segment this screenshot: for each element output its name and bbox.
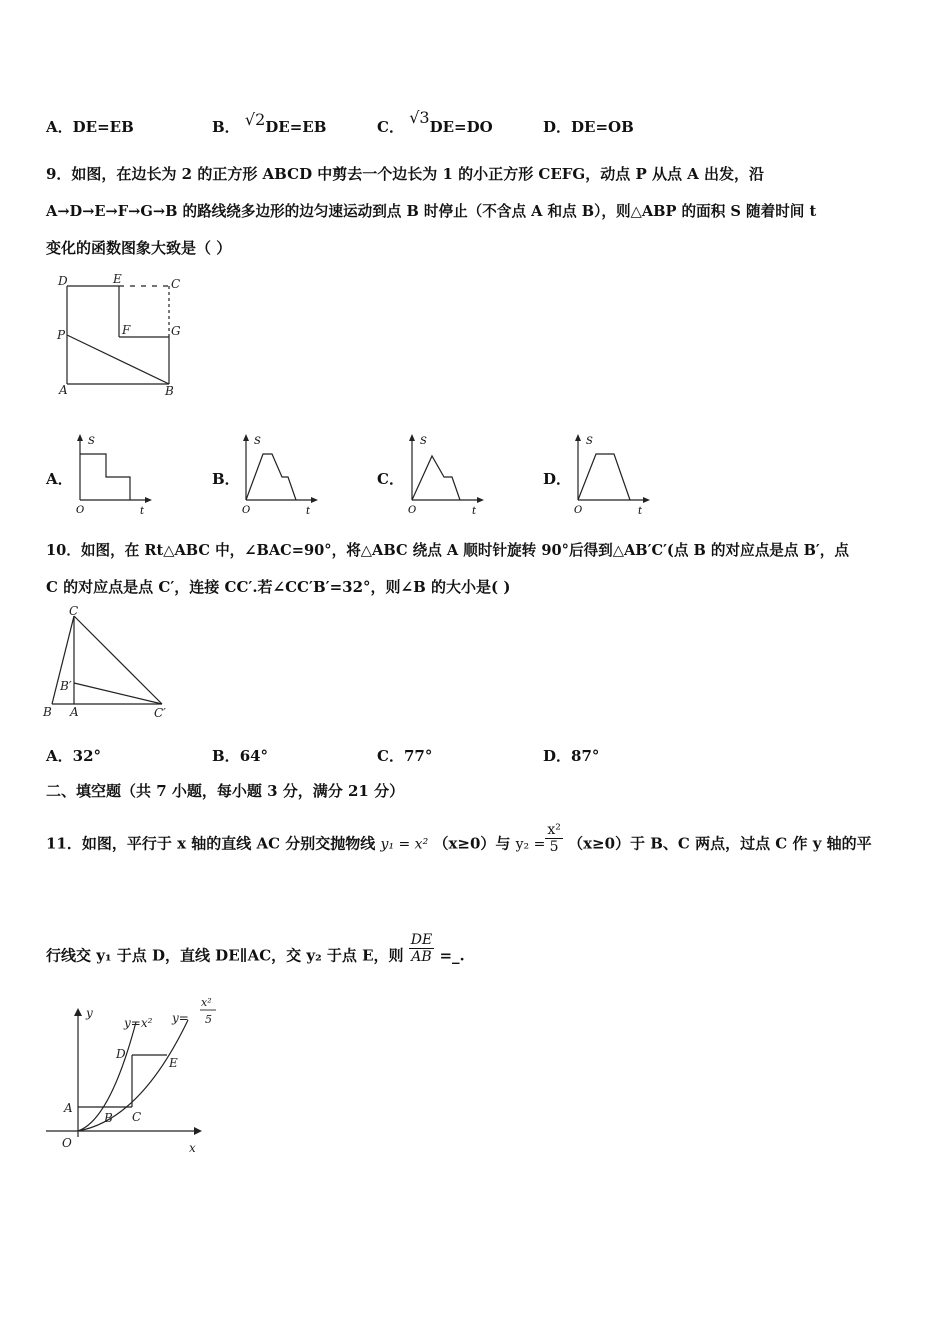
origin-label: O [574, 505, 583, 516]
q11-text-part1: 11．如图，平行于 x 轴的直线 AC 分别交抛物线 [46, 834, 376, 853]
q11-text-part2: 行线交 y₁ 于点 D，直线 DE∥AC，交 y₂ 于点 E，则 [46, 946, 404, 965]
label-curve-y2-lhs: y= [172, 1011, 189, 1025]
q9-option-c-letter: C． [377, 470, 404, 488]
label-B: B [165, 384, 174, 397]
option-letter: C． [377, 747, 404, 765]
s-label: S [254, 436, 261, 447]
option-text: DE=EB [265, 118, 327, 136]
option-text: 77° [403, 747, 433, 765]
q11-y1-formula: y₁ = x² [380, 836, 429, 853]
label-curve-y2-den: 5 [205, 1013, 212, 1026]
option-letter: D． [543, 747, 572, 765]
q10-option-c [377, 745, 432, 766]
s-arrow [409, 434, 415, 441]
label-G: G [171, 324, 181, 338]
label-curve-y1: y=x² [124, 1016, 153, 1030]
radical: √2 [244, 110, 266, 129]
t-label: t [140, 506, 145, 516]
segment-B'C' [74, 683, 162, 704]
q9-line1: 9．如图，在边长为 2 的正方形 ABCD 中剪去一个边长为 1 的小正方形 CEFG，动点 P 从点 A 出发，沿 [46, 165, 765, 183]
label-E: E [113, 272, 122, 286]
t-label: t [638, 506, 643, 516]
origin-label: O [76, 505, 85, 516]
label-x: x [189, 1141, 196, 1155]
label-C: C [132, 1110, 142, 1124]
q8-option-d [543, 116, 634, 137]
q11-cond1: （x≥0）与 [433, 834, 511, 853]
label-C: C [171, 277, 181, 291]
label-A: A [70, 705, 79, 719]
label-P: P [57, 328, 66, 342]
label-B: B [104, 1111, 113, 1125]
q11-cond2: （x≥0）于 B、C 两点，过点 C 作 y 轴的平 [568, 834, 872, 853]
option-letter: B． [212, 747, 240, 765]
label-F: F [122, 323, 131, 337]
t-label: t [472, 506, 477, 516]
label-A: A [59, 383, 68, 397]
option-text: DE=DO [429, 118, 493, 136]
section-2-title: 二、填空题（共 7 小题，每小题 3 分，满分 21 分） [46, 782, 405, 800]
s-label: S [420, 436, 427, 447]
q10-option-a [46, 745, 101, 766]
radical: √3 [409, 108, 430, 127]
s-arrow [243, 434, 249, 441]
t-arrow [311, 497, 318, 503]
q11-figure [40, 992, 220, 1162]
graph-curve [246, 454, 296, 500]
y-axis-arrow [74, 1008, 82, 1016]
fraction-denominator: AB [411, 949, 432, 965]
q8-option-c [377, 108, 493, 137]
q9-option-d-graph [568, 432, 652, 516]
option-letter: D． [543, 118, 572, 136]
fraction-numerator: x² [547, 822, 561, 838]
q10-line1: 10．如图，在 Rt△ABC 中，∠BAC=90°，将△ABC 绕点 A 顺时针旋转 90°后得到△AB′C′(点 B 的对应点是点 B′，点 [46, 542, 849, 559]
q9-option-a-letter: A． [46, 470, 73, 488]
label-C: C [69, 604, 79, 618]
fraction-numerator: DE [410, 932, 433, 948]
q11-y2-lhs: y₂ = [515, 836, 546, 853]
q9-option-a-graph [70, 432, 154, 516]
q9-option-b-letter: B． [212, 470, 240, 488]
option-text: 87° [571, 747, 600, 765]
label-D: D [58, 274, 68, 288]
q10-option-b [212, 745, 268, 766]
label-B-prime: B′ [60, 679, 72, 693]
option-text: DE=OB [571, 118, 634, 136]
label-D: D [116, 1047, 126, 1061]
q11-line1 [46, 822, 872, 861]
q9-line3: 变化的函数图象大致是（ ） [46, 239, 232, 257]
label-E: E [169, 1056, 178, 1070]
fraction-denominator: 5 [549, 839, 559, 855]
x-axis-arrow [194, 1127, 202, 1135]
q11-answer-blank: =_. [439, 946, 465, 965]
label-curve-y2-num: x² [201, 996, 212, 1009]
q9-figure [55, 272, 185, 397]
graph-curve [412, 456, 460, 500]
q10-figure [40, 604, 180, 722]
q9-option-d-letter: D． [543, 470, 572, 488]
option-letter: B． [212, 118, 240, 136]
origin-label: O [242, 505, 251, 516]
label-A: A [64, 1101, 73, 1115]
label-y: y [86, 1006, 93, 1020]
t-arrow [643, 497, 650, 503]
option-text: 64° [239, 747, 269, 765]
q9-option-c-graph [402, 432, 486, 516]
q9-line2: A→D→E→F→G→B 的路线绕多边形的边匀速运动到点 B 时停止（不含点 A 和点 B），则△ABP 的面积 S 随着时间 t [46, 203, 817, 220]
s-arrow [77, 434, 83, 441]
q11-ratio-fraction [409, 932, 434, 965]
option-letter: A． [46, 118, 73, 136]
q10-option-d [543, 745, 599, 766]
s-label: S [88, 436, 95, 447]
q11-y2-fraction [545, 822, 563, 855]
option-letter: C． [377, 118, 404, 136]
t-arrow [477, 497, 484, 503]
label-B: B [43, 705, 52, 719]
graph-curve [80, 454, 130, 500]
q8-option-b [212, 110, 327, 137]
s-arrow [575, 434, 581, 441]
q8-option-a [46, 116, 134, 137]
s-label: S [586, 436, 593, 447]
t-label: t [306, 506, 311, 516]
label-O: O [62, 1136, 72, 1150]
segment-CC' [74, 616, 162, 704]
option-text: DE=EB [72, 118, 134, 136]
q10-line2: C 的对应点是点 C′，连接 CC′.若∠CC′B′=32°，则∠B 的大小是( ) [46, 578, 511, 596]
graph-curve [578, 454, 630, 500]
q9-option-b-graph [236, 432, 320, 516]
option-text: 32° [72, 747, 102, 765]
label-C-prime: C′ [154, 706, 166, 720]
segment-PB [67, 335, 169, 384]
option-letter: A． [46, 747, 73, 765]
origin-label: O [408, 505, 417, 516]
t-arrow [145, 497, 152, 503]
q11-line2 [46, 932, 465, 973]
